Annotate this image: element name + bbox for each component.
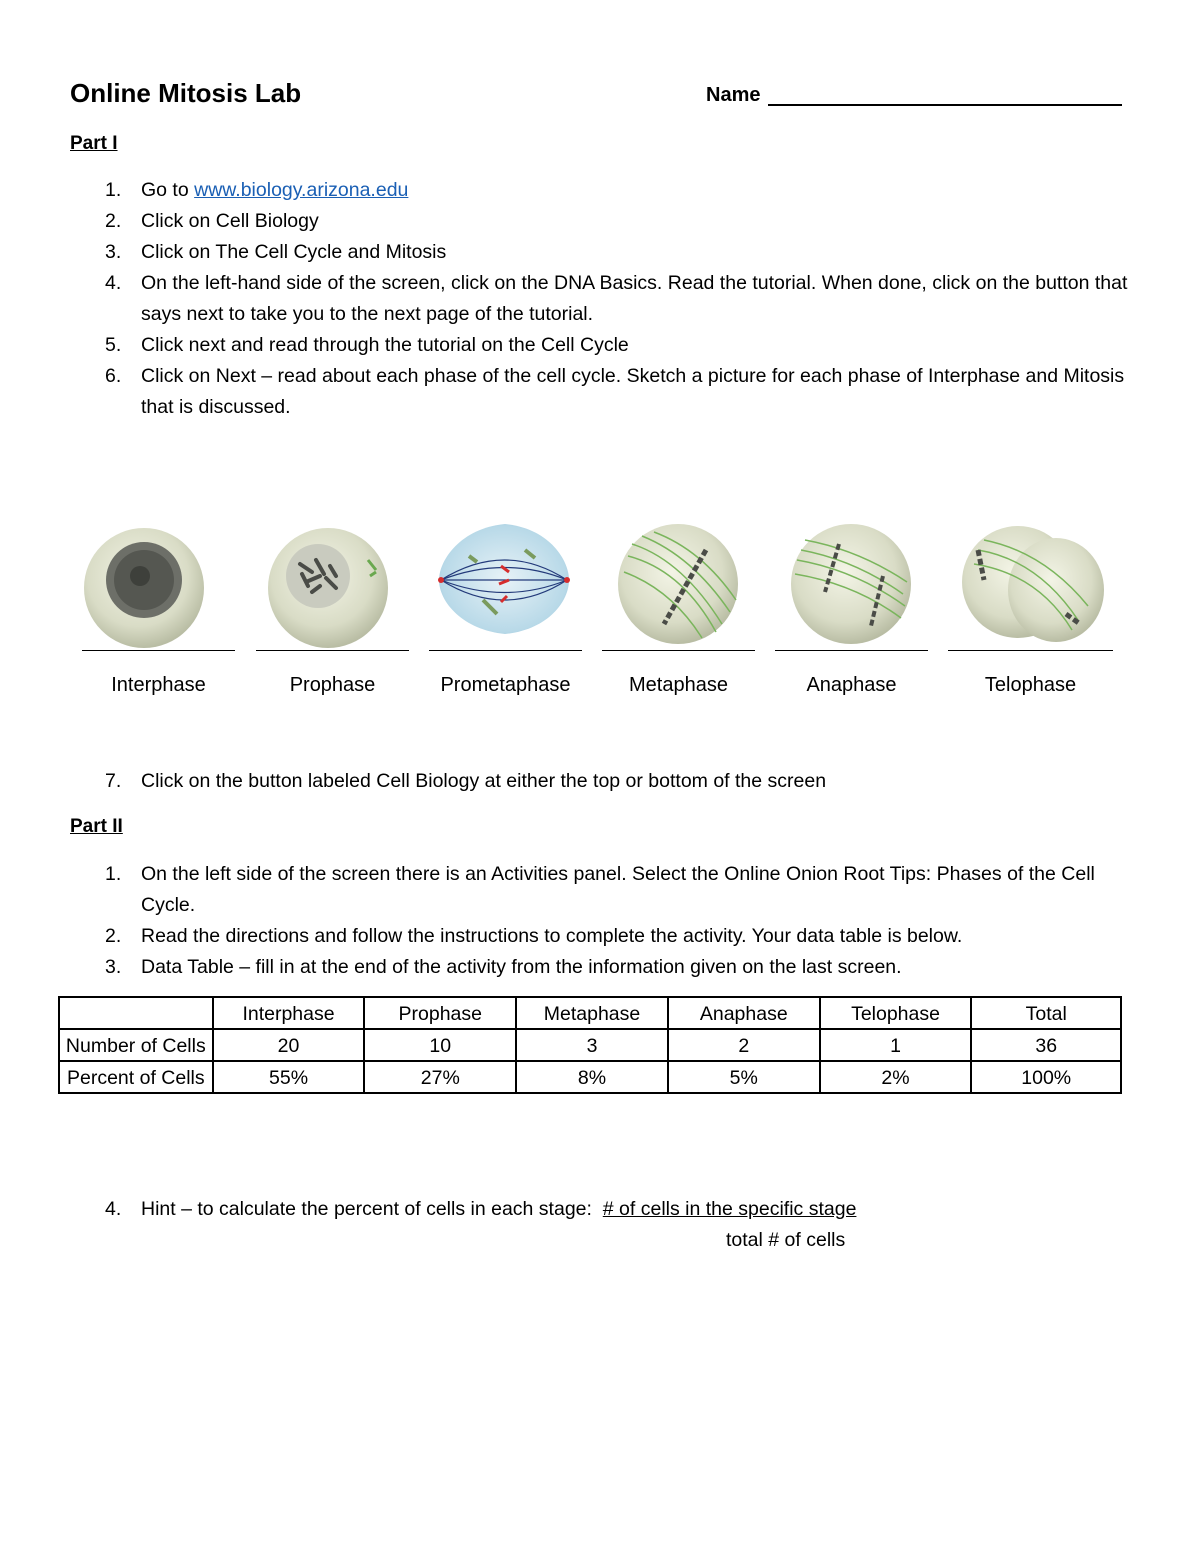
phase-label: Telophase bbox=[984, 674, 1077, 696]
step-text: Click on Cell Biology bbox=[141, 210, 319, 232]
step-number: 5. bbox=[105, 334, 122, 356]
table-cell[interactable]: 8% bbox=[516, 1061, 668, 1093]
step-text: Go to bbox=[141, 179, 195, 201]
prophase-cell-image bbox=[256, 520, 409, 650]
sketch-line bbox=[256, 650, 409, 651]
phase-metaphase bbox=[602, 520, 755, 710]
anaphase-cell-image bbox=[775, 520, 928, 650]
table-header-cell: Metaphase bbox=[516, 997, 668, 1029]
table-header-row bbox=[59, 997, 1121, 1029]
sketch-line bbox=[602, 650, 755, 651]
step-number: 3. bbox=[105, 956, 122, 978]
table-cell[interactable]: 20 bbox=[213, 1029, 365, 1061]
phase-label: Anaphase bbox=[806, 674, 897, 696]
prometaphase-cell-image bbox=[429, 520, 582, 650]
step-text: Click on the button labeled Cell Biology at either the top or bottom of the screen bbox=[141, 770, 827, 792]
hint-label: Hint – to calculate the percent of cells in each stage: bbox=[141, 1198, 592, 1220]
row-label: Percent of Cells bbox=[59, 1061, 213, 1093]
phase-label: Prometaphase bbox=[440, 674, 571, 696]
table-header-cell: Total bbox=[971, 997, 1121, 1029]
part2-steps bbox=[70, 859, 1130, 983]
biology-website-link[interactable]: www.biology.arizona.edu bbox=[194, 179, 409, 201]
phase-illustrations bbox=[0, 520, 1200, 720]
step-number: 2. bbox=[105, 925, 122, 947]
table-row bbox=[59, 1029, 1121, 1061]
table-cell[interactable]: 55% bbox=[213, 1061, 365, 1093]
hint-number: 4. bbox=[105, 1198, 122, 1220]
list-item bbox=[70, 268, 1130, 330]
step-number: 7. bbox=[105, 770, 122, 792]
hint-denominator: total # of cells bbox=[726, 1229, 846, 1251]
table-cell[interactable]: 3 bbox=[516, 1029, 668, 1061]
phase-label: Metaphase bbox=[629, 674, 728, 696]
row-label: Number of Cells bbox=[59, 1029, 213, 1061]
interphase-cell-image bbox=[82, 520, 235, 650]
sketch-line bbox=[429, 650, 582, 651]
step-number: 1. bbox=[105, 179, 122, 201]
table-header-cell: Prophase bbox=[364, 997, 516, 1029]
list-item bbox=[70, 921, 1130, 952]
table-header-cell bbox=[59, 997, 213, 1029]
step-text: Click on The Cell Cycle and Mitosis bbox=[141, 241, 447, 263]
hint-text bbox=[141, 1198, 856, 1221]
phase-telophase bbox=[948, 520, 1113, 710]
table-header-cell: Interphase bbox=[213, 997, 365, 1029]
page-title: Online Mitosis Lab bbox=[70, 78, 302, 108]
step-number: 4. bbox=[105, 272, 122, 294]
phase-anaphase bbox=[775, 520, 928, 710]
list-item bbox=[70, 859, 1130, 921]
table-cell[interactable]: 36 bbox=[971, 1029, 1121, 1061]
part1-step7 bbox=[70, 766, 1130, 797]
step-number: 3. bbox=[105, 241, 122, 263]
step-text: On the left side of the screen there is an Activities panel. Select the Online Onion Root Tips: Phases of the Cell Cycle. bbox=[141, 863, 1095, 916]
part1-steps bbox=[70, 175, 1130, 423]
step-number: 6. bbox=[105, 365, 122, 387]
phase-interphase bbox=[82, 520, 235, 710]
list-item bbox=[70, 952, 1130, 983]
table-row bbox=[59, 1061, 1121, 1093]
table-cell[interactable]: 5% bbox=[668, 1061, 820, 1093]
sketch-line bbox=[948, 650, 1113, 651]
step-text: Read the directions and follow the instructions to complete the activity. Your data table is below. bbox=[141, 925, 963, 947]
step-text: Data Table – fill in at the end of the activity from the information given on the last screen. bbox=[141, 956, 902, 978]
phase-prometaphase bbox=[429, 520, 582, 710]
list-item bbox=[70, 361, 1130, 423]
metaphase-cell-image bbox=[602, 520, 755, 650]
sketch-line bbox=[775, 650, 928, 651]
step-number: 1. bbox=[105, 863, 122, 885]
step-text: On the left-hand side of the screen, click on the DNA Basics. Read the tutorial. When done, click on the button that says next to take you to the next page of the tutorial. bbox=[141, 272, 1128, 325]
list-item bbox=[70, 206, 1130, 237]
step-text: Click on Next – read about each phase of the cell cycle. Sketch a picture for each phase of Interphase and Mitosis that is discussed. bbox=[141, 365, 1125, 418]
name-field-line[interactable] bbox=[768, 104, 1122, 106]
list-item bbox=[70, 175, 1130, 206]
table-header-cell: Anaphase bbox=[668, 997, 820, 1029]
table-cell[interactable]: 1 bbox=[820, 1029, 972, 1061]
step-number: 2. bbox=[105, 210, 122, 232]
hint-numerator: # of cells in the specific stage bbox=[602, 1198, 857, 1220]
phase-label: Prophase bbox=[289, 674, 376, 696]
list-item bbox=[70, 330, 1130, 361]
table-cell[interactable]: 100% bbox=[971, 1061, 1121, 1093]
part2-heading: Part II bbox=[70, 816, 123, 837]
phase-prophase bbox=[256, 520, 409, 710]
name-label: Name bbox=[706, 84, 761, 106]
part1-heading: Part I bbox=[70, 133, 118, 154]
list-item bbox=[70, 766, 1130, 797]
step-text: Click next and read through the tutorial on the Cell Cycle bbox=[141, 334, 629, 356]
table-header-cell: Telophase bbox=[820, 997, 972, 1029]
table-cell[interactable]: 27% bbox=[364, 1061, 516, 1093]
table-cell[interactable]: 2% bbox=[820, 1061, 972, 1093]
telophase-cell-image bbox=[948, 520, 1113, 650]
list-item bbox=[70, 237, 1130, 268]
sketch-line bbox=[82, 650, 235, 651]
data-table bbox=[58, 996, 1122, 1094]
table-cell[interactable]: 2 bbox=[668, 1029, 820, 1061]
table-cell[interactable]: 10 bbox=[364, 1029, 516, 1061]
phase-label: Interphase bbox=[111, 674, 206, 696]
